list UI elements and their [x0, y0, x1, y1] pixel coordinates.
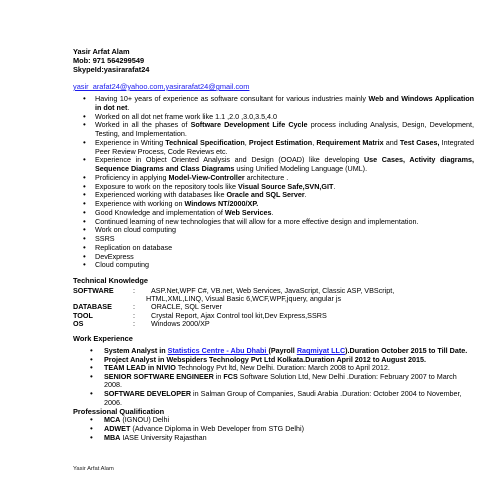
- text: Integrated Peer Review Process, Code Reviews etc.: [95, 137, 475, 156]
- candidate-name: Yasir Arfat Alam: [73, 47, 130, 56]
- text: architecture .: [244, 172, 289, 182]
- text: Experienced working with databases like: [95, 190, 227, 200]
- summary-item: [82, 139, 474, 157]
- bold-text: Requirement Matrix: [316, 137, 384, 147]
- tech-label: SOFTWARE: [73, 286, 114, 295]
- summary-item: [82, 95, 474, 113]
- bold-text: Use Cases, Activity diagrams, Sequence Diagrams and Class Diagrams: [95, 155, 474, 173]
- company-link[interactable]: Statistics Centre - Abu Dhabi: [167, 346, 269, 355]
- text: Worked in all the phases of: [95, 120, 191, 130]
- text: Replication on database: [95, 242, 173, 252]
- text: Experience with working on: [95, 199, 185, 208]
- tech-value-continued: HTML,XML,LINQ, Visual Basic 6,WCF,WPF,jquery, angular js: [146, 294, 342, 304]
- bold-text: TEAM LEAD in NIVIO: [104, 363, 176, 373]
- summary-item: [82, 261, 474, 270]
- work-item: [90, 373, 470, 390]
- bold-text: SENIOR SOFTWARE ENGINEER: [104, 371, 214, 381]
- bold-text: Oracle and SQL Server: [226, 190, 305, 200]
- text: Experience in Object Oriented Analysis and Design (OOAD) like developing: [95, 155, 364, 165]
- bold-text: Project Analyst in: [104, 354, 167, 364]
- tech-colon: :: [133, 318, 135, 328]
- technical-knowledge-heading: Technical Knowledge: [73, 276, 149, 285]
- tech-row-os: [73, 320, 471, 328]
- text: IASE University Rajasthan: [120, 432, 207, 442]
- summary-item: [82, 156, 474, 174]
- text: Work on cloud computing: [95, 225, 176, 235]
- text: ,: [244, 137, 249, 147]
- company-link[interactable]: Raqmiyat LLC: [296, 346, 346, 355]
- bold-text: SOFTWARE DEVELOPER: [104, 388, 192, 398]
- professional-qualification-heading: Professional Qualification: [73, 407, 165, 416]
- text: DevExpress: [95, 251, 134, 261]
- bold-text: Webspiders Technology Pvt Ltd Kolkata.Duration April 2012 to August 2015.: [166, 354, 427, 364]
- work-experience-heading: Work Experience: [73, 334, 133, 343]
- text: Exposure to work on the repository tools like: [95, 181, 239, 191]
- tech-label: DATABASE: [73, 302, 112, 312]
- tech-value: ORACLE, SQL Server: [151, 302, 222, 312]
- summary-item: [82, 121, 474, 139]
- text: Having 10+ years of experience as software consultant for various industries mainly: [95, 94, 369, 103]
- text: Technology Pvt ltd, New Delhi. Duration: March 2008 to April 2012.: [175, 363, 390, 373]
- text: .: [304, 190, 307, 200]
- text: in: [213, 371, 224, 381]
- summary-item: [82, 226, 474, 235]
- bold-text: Technical Specification: [165, 137, 245, 147]
- skype-id: SkypeId:yasirarafat24: [73, 65, 150, 74]
- bold-text: ).Duration October 2015 to Till Date.: [345, 346, 468, 355]
- bold-text: Web Services: [224, 207, 272, 217]
- text: Worked on all dot net frame work like 1.1 ,2.0 ,3.0,3.5,4.0: [95, 111, 278, 121]
- text: Cloud computing: [95, 260, 149, 270]
- bold-text: Visual Source Safe,SVN,GIT: [238, 181, 334, 191]
- summary-item: [82, 244, 474, 253]
- text: Good Knowledge and implementation of: [95, 207, 225, 217]
- bold-text: Windows NT/2000/XP.: [184, 199, 259, 208]
- bold-text: (Payroll: [268, 346, 297, 355]
- bold-text: Model-View-Controller: [168, 172, 245, 182]
- tech-value: Windows 2000/XP: [151, 318, 210, 328]
- bold-text: Software Development Life Cycle: [190, 120, 308, 130]
- tech-value: ASP.Net,WPF C#, VB.net, Web Services, JavaScript, Classic ASP, VBScript,: [151, 286, 395, 295]
- qualification-list: [90, 416, 470, 443]
- text: Experience in Writing: [95, 137, 166, 147]
- tech-colon: :: [133, 302, 135, 312]
- tech-colon: :: [133, 286, 135, 295]
- text: .: [333, 181, 336, 191]
- text: Continued learning of new technologies that will allow for a more effective design and implementation.: [95, 216, 419, 226]
- bold-text: MBA: [104, 432, 121, 442]
- tech-label: OS: [73, 318, 84, 328]
- bold-text: MCA: [104, 415, 121, 424]
- text: SSRS: [95, 234, 115, 243]
- work-experience-list: [90, 347, 470, 407]
- text: and: [383, 137, 400, 147]
- text: using Unified Modeling Language (UML).: [234, 164, 368, 173]
- mobile-number: Mob: 971 564299549: [73, 56, 145, 65]
- bold-text: Project Estimation: [248, 137, 313, 147]
- footer-name: Yasir Arfat Alam: [73, 466, 114, 472]
- text: process including Analysis, Design, Development, Testing, and Implementation.: [95, 120, 474, 138]
- summary-list: [82, 95, 474, 270]
- text: .: [127, 102, 130, 112]
- bold-text: System Analyst in: [104, 346, 168, 355]
- bold-text: ADWET: [104, 423, 131, 433]
- text: (Advance Diploma in Web Developer from STG Delhi): [130, 423, 304, 433]
- text: ,: [312, 137, 317, 147]
- bold-text: Test Cases,: [399, 137, 440, 147]
- bold-text: Web and Windows Application in dot net: [95, 94, 474, 112]
- tech-label: TOOL: [73, 310, 93, 320]
- text: .: [271, 207, 274, 217]
- text: (IGNOU) Delhi: [120, 415, 170, 424]
- text: Software Solution Ltd, New Delhi .Duration: February 2007 to March 2008.: [104, 371, 457, 390]
- tech-colon: :: [133, 310, 135, 320]
- text: Proficiency in applying: [95, 172, 169, 182]
- bold-text: FCS: [223, 371, 238, 381]
- work-item: [90, 390, 470, 407]
- email-link[interactable]: yasir_arafat24@yahoo.com,yasirarafat24@gmail.com: [73, 82, 250, 91]
- technical-knowledge-table: [73, 287, 471, 328]
- tech-value: Crystal Report, Ajax Control tool kit,Dev Express,SSRS: [151, 310, 327, 320]
- text: in Salman Group of Companies, Saudi Arabia .Duration: October 2004 to November, 2006.: [104, 388, 462, 407]
- qualification-item: [90, 434, 470, 443]
